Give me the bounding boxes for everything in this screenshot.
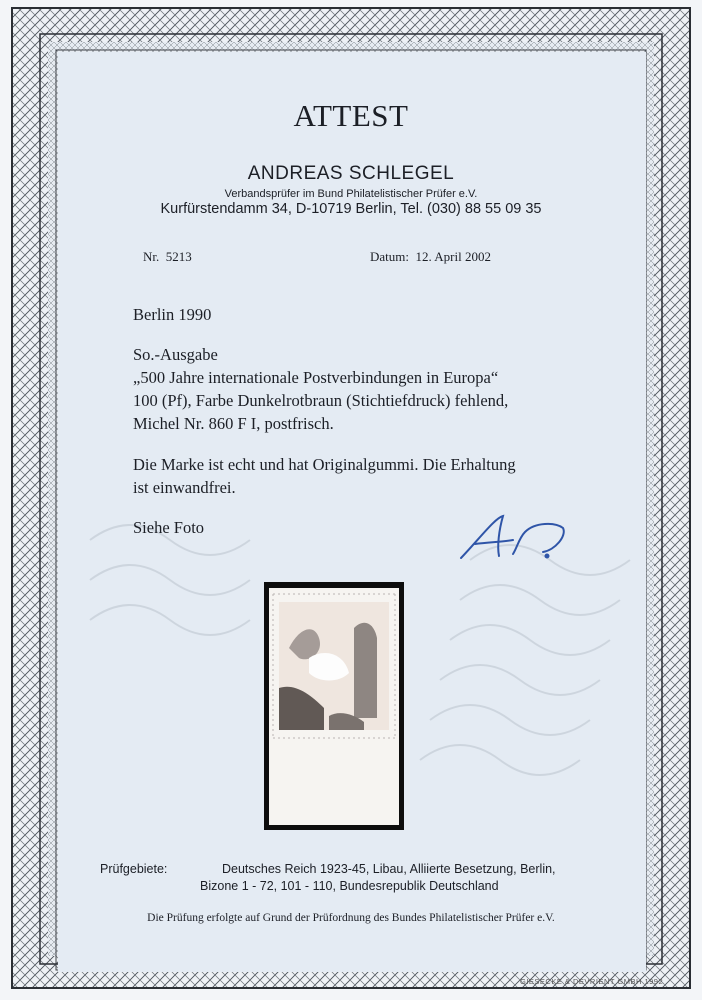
test-areas-label: Prüfgebiete: — [100, 862, 168, 876]
number-value: 5213 — [165, 249, 192, 264]
certificate-date — [370, 249, 491, 265]
examiner-name: ANDREAS SCHLEGEL — [247, 163, 455, 184]
verdict-line-2: ist einwandfrei. — [133, 478, 236, 497]
description-line-1: „500 Jahre internationale Postverbindungen in Europa“ — [133, 368, 499, 387]
association-line: Verbandsprüfer im Bund Philatelistischer Prüfer e.V. — [224, 188, 478, 200]
issue-type: So.-Ausgabe — [133, 345, 218, 364]
photo-note: Siehe Foto — [133, 518, 205, 537]
signature — [455, 508, 585, 568]
examiner-address: Kurfürstendamm 34, D-10719 Berlin, Tel. (030) 88 55 09 35 — [160, 201, 542, 217]
description-line-3: Michel Nr. 860 F I, postfrisch. — [133, 414, 334, 433]
issue-line: Berlin 1990 — [133, 305, 212, 324]
certificate-title: ATTEST — [293, 98, 409, 133]
stamp-image — [269, 588, 399, 825]
stamp-photo — [269, 588, 399, 825]
number-label: Nr. — [143, 249, 160, 264]
verdict-line-1: Die Marke ist echt und hat Originalgummi. Die Erhaltung — [133, 455, 516, 474]
certificate-number — [143, 249, 192, 265]
date-value: 12. April 2002 — [415, 249, 491, 264]
test-areas-line-1: Deutsches Reich 1923-45, Libau, Alliierte Besetzung, Berlin, — [222, 862, 556, 876]
date-label: Datum: — [370, 249, 409, 264]
examination-note: Die Prüfung erfolgte auf Grund der Prüfordnung des Bundes Philatelistischer Prüfer e.V. — [147, 912, 555, 924]
printer-imprint: GIESECKE & DEVRIENT GMBH 1992 — [520, 977, 664, 986]
description-line-2: 100 (Pf), Farbe Dunkelrotbraun (Stichtiefdruck) fehlend, — [133, 391, 509, 410]
test-areas-line-2: Bizone 1 - 72, 101 - 110, Bundesrepublik Deutschland — [200, 879, 499, 893]
